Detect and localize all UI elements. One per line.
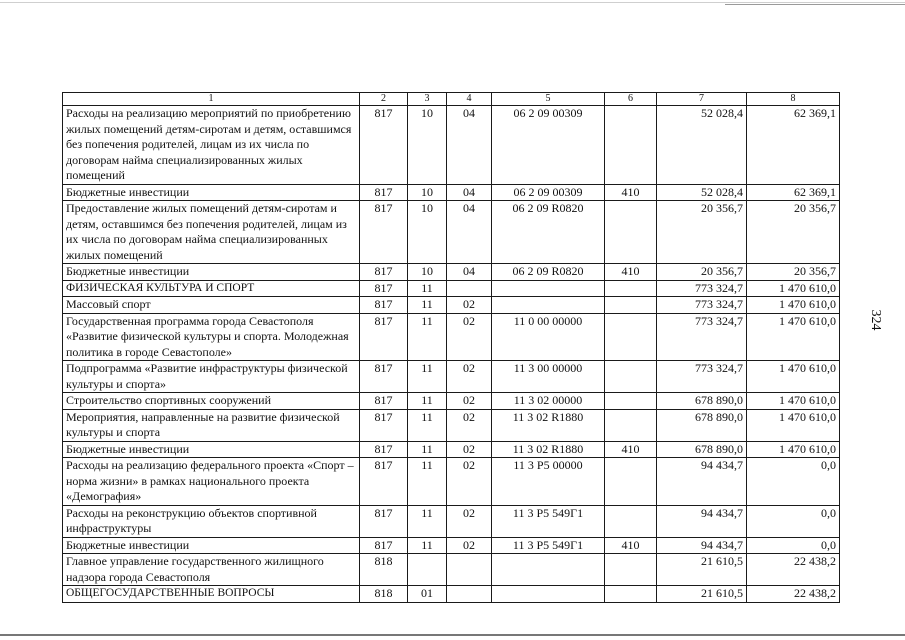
section-code: 01	[408, 586, 447, 603]
section-code: 10	[408, 106, 447, 185]
table-row	[63, 409, 840, 441]
expense-type-code	[605, 409, 657, 441]
header-cell: 6	[605, 93, 657, 106]
table-row	[63, 184, 840, 201]
subsection-code: 02	[447, 537, 492, 554]
ministry-code: 817	[360, 409, 408, 441]
table-row	[63, 458, 840, 506]
row-description: Главное управление государственного жилищного надзора города Севастополя	[63, 554, 360, 586]
row-description: Расходы на реконструкцию объектов спортивной инфраструктуры	[63, 505, 360, 537]
amount-col8: 22 438,2	[747, 586, 840, 603]
amount-col8: 1 470 610,0	[747, 297, 840, 314]
ministry-code: 817	[360, 106, 408, 185]
expense-type-code	[605, 201, 657, 264]
amount-col7: 678 890,0	[657, 393, 747, 410]
table-row	[63, 280, 840, 297]
amount-col7: 94 434,7	[657, 458, 747, 506]
expense-type-code	[605, 554, 657, 586]
page-number: 324	[868, 309, 883, 331]
row-description: Мероприятия, направленные на развитие физической культуры и спорта	[63, 409, 360, 441]
amount-col7: 773 324,7	[657, 313, 747, 361]
table-row	[63, 264, 840, 281]
target-article-code	[492, 280, 605, 297]
expense-type-code	[605, 458, 657, 506]
expense-type-code: 410	[605, 441, 657, 458]
section-code: 11	[408, 505, 447, 537]
expense-type-code	[605, 297, 657, 314]
header-cell: 8	[747, 93, 840, 106]
expense-type-code	[605, 505, 657, 537]
amount-col7: 21 610,5	[657, 586, 747, 603]
ministry-code: 818	[360, 586, 408, 603]
section-code: 11	[408, 313, 447, 361]
amount-col8: 62 369,1	[747, 106, 840, 185]
table-row	[63, 537, 840, 554]
ministry-code: 817	[360, 441, 408, 458]
table-row	[63, 297, 840, 314]
row-description: Строительство спортивных сооружений	[63, 393, 360, 410]
amount-col7: 52 028,4	[657, 184, 747, 201]
ministry-code: 817	[360, 458, 408, 506]
section-code: 11	[408, 458, 447, 506]
amount-col7: 678 890,0	[657, 441, 747, 458]
table-row	[63, 554, 840, 586]
amount-col8: 0,0	[747, 537, 840, 554]
ministry-code: 817	[360, 361, 408, 393]
amount-col8: 1 470 610,0	[747, 441, 840, 458]
target-article-code: 06 2 09 00309	[492, 106, 605, 185]
subsection-code	[447, 554, 492, 586]
expense-type-code	[605, 280, 657, 297]
target-article-code	[492, 297, 605, 314]
amount-col7: 94 434,7	[657, 505, 747, 537]
target-article-code	[492, 586, 605, 603]
amount-col8: 1 470 610,0	[747, 313, 840, 361]
header-cell: 1	[63, 93, 360, 106]
amount-col7: 20 356,7	[657, 264, 747, 281]
amount-col8: 1 470 610,0	[747, 409, 840, 441]
header-cell: 3	[408, 93, 447, 106]
amount-col7: 773 324,7	[657, 280, 747, 297]
row-description: Расходы на реализацию федерального проекта «Спорт – норма жизни» в рамках национального проекта «Демография»	[63, 458, 360, 506]
amount-col8: 20 356,7	[747, 264, 840, 281]
subsection-code: 02	[447, 297, 492, 314]
amount-col7: 678 890,0	[657, 409, 747, 441]
top-scan-rule	[0, 2, 905, 3]
table-row	[63, 201, 840, 264]
ministry-code: 817	[360, 264, 408, 281]
subsection-code: 02	[447, 458, 492, 506]
table-row	[63, 586, 840, 603]
expense-type-code: 410	[605, 184, 657, 201]
subsection-code: 04	[447, 106, 492, 185]
budget-table	[62, 92, 840, 603]
bottom-scan-rule	[0, 634, 905, 636]
corner-scan-rule	[725, 4, 905, 5]
target-article-code	[492, 554, 605, 586]
subsection-code: 02	[447, 409, 492, 441]
target-article-code: 11 3 P5 549Г1	[492, 537, 605, 554]
row-description: Государственная программа города Севастополя «Развитие физической культуры и спорта. Молодежная политика в городе Севастополе»	[63, 313, 360, 361]
row-description: ОБЩЕГОСУДАРСТВЕННЫЕ ВОПРОСЫ	[63, 586, 360, 603]
row-description: Предоставление жилых помещений детям-сиротам и детям, оставшимся без попечения родителей, лицам из их числа по договорам найма специализированных жилых помещений	[63, 201, 360, 264]
expense-type-code: 410	[605, 264, 657, 281]
section-code: 10	[408, 184, 447, 201]
target-article-code: 11 3 02 00000	[492, 393, 605, 410]
amount-col7: 94 434,7	[657, 537, 747, 554]
ministry-code: 817	[360, 201, 408, 264]
row-description: ФИЗИЧЕСКАЯ КУЛЬТУРА И СПОРТ	[63, 280, 360, 297]
header-cell: 5	[492, 93, 605, 106]
expense-type-code	[605, 361, 657, 393]
amount-col7: 20 356,7	[657, 201, 747, 264]
ministry-code: 817	[360, 184, 408, 201]
row-description: Бюджетные инвестиции	[63, 184, 360, 201]
section-code	[408, 554, 447, 586]
expense-type-code	[605, 393, 657, 410]
target-article-code: 11 3 02 R1880	[492, 409, 605, 441]
section-code: 10	[408, 201, 447, 264]
amount-col8: 0,0	[747, 505, 840, 537]
section-code: 11	[408, 280, 447, 297]
target-article-code: 11 0 00 00000	[492, 313, 605, 361]
table-header-row	[63, 93, 840, 106]
table-row	[63, 393, 840, 410]
amount-col8: 62 369,1	[747, 184, 840, 201]
amount-col8: 0,0	[747, 458, 840, 506]
target-article-code: 11 3 02 R1880	[492, 441, 605, 458]
amount-col7: 52 028,4	[657, 106, 747, 185]
table-row	[63, 106, 840, 185]
subsection-code	[447, 280, 492, 297]
ministry-code: 817	[360, 393, 408, 410]
target-article-code: 11 3 P5 00000	[492, 458, 605, 506]
table-row	[63, 313, 840, 361]
subsection-code: 04	[447, 201, 492, 264]
ministry-code: 817	[360, 297, 408, 314]
expense-type-code	[605, 586, 657, 603]
expense-type-code	[605, 106, 657, 185]
expense-type-code: 410	[605, 537, 657, 554]
amount-col7: 773 324,7	[657, 361, 747, 393]
subsection-code: 02	[447, 393, 492, 410]
ministry-code: 817	[360, 537, 408, 554]
row-description: Массовый спорт	[63, 297, 360, 314]
target-article-code: 06 2 09 R0820	[492, 201, 605, 264]
table-row	[63, 361, 840, 393]
header-cell: 2	[360, 93, 408, 106]
row-description: Бюджетные инвестиции	[63, 441, 360, 458]
section-code: 11	[408, 361, 447, 393]
header-cell: 7	[657, 93, 747, 106]
section-code: 11	[408, 537, 447, 554]
header-cell: 4	[447, 93, 492, 106]
amount-col7: 773 324,7	[657, 297, 747, 314]
amount-col8: 20 356,7	[747, 201, 840, 264]
section-code: 10	[408, 264, 447, 281]
target-article-code: 06 2 09 00309	[492, 184, 605, 201]
row-description: Бюджетные инвестиции	[63, 264, 360, 281]
section-code: 11	[408, 409, 447, 441]
ministry-code: 817	[360, 505, 408, 537]
amount-col8: 1 470 610,0	[747, 393, 840, 410]
expense-type-code	[605, 313, 657, 361]
target-article-code: 11 3 00 00000	[492, 361, 605, 393]
subsection-code: 04	[447, 184, 492, 201]
subsection-code: 02	[447, 441, 492, 458]
target-article-code: 11 3 P5 549Г1	[492, 505, 605, 537]
ministry-code: 817	[360, 280, 408, 297]
row-description: Расходы на реализацию мероприятий по приобретению жилых помещений детям-сиротам и детям, оставшимся без попечения родителей, лицам из их числа по договорам найма специализированных жилых помещений	[63, 106, 360, 185]
row-description: Подпрограмма «Развитие инфраструктуры физической культуры и спорта»	[63, 361, 360, 393]
subsection-code: 02	[447, 361, 492, 393]
section-code: 11	[408, 297, 447, 314]
section-code: 11	[408, 441, 447, 458]
subsection-code: 02	[447, 505, 492, 537]
subsection-code: 02	[447, 313, 492, 361]
ministry-code: 818	[360, 554, 408, 586]
table-row	[63, 505, 840, 537]
subsection-code: 04	[447, 264, 492, 281]
subsection-code	[447, 586, 492, 603]
amount-col7: 21 610,5	[657, 554, 747, 586]
section-code: 11	[408, 393, 447, 410]
row-description: Бюджетные инвестиции	[63, 537, 360, 554]
target-article-code: 06 2 09 R0820	[492, 264, 605, 281]
ministry-code: 817	[360, 313, 408, 361]
table-row	[63, 441, 840, 458]
amount-col8: 1 470 610,0	[747, 361, 840, 393]
amount-col8: 1 470 610,0	[747, 280, 840, 297]
amount-col8: 22 438,2	[747, 554, 840, 586]
